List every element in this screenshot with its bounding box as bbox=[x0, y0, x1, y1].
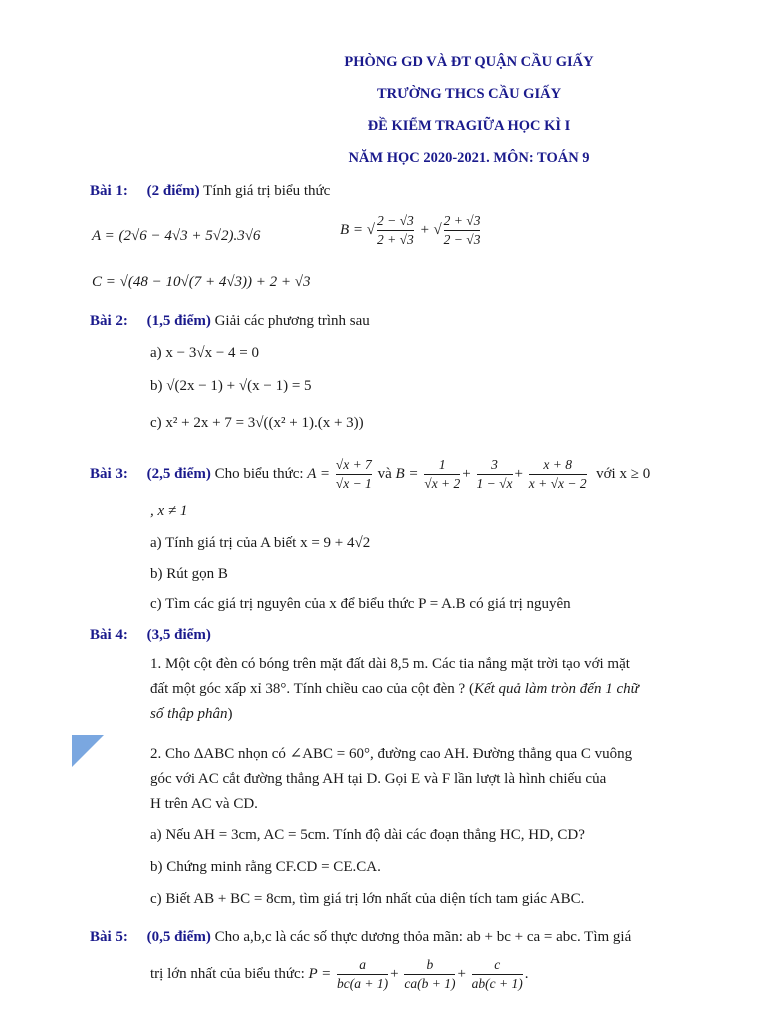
fraction-numerator: c bbox=[494, 957, 501, 972]
problem-4-label: Bài 4: bbox=[90, 627, 128, 643]
problem-5-label: Bài 5: bbox=[90, 929, 128, 945]
problem-5-points: (0,5 điểm) bbox=[146, 929, 211, 945]
expression-b-term-3 bbox=[529, 456, 587, 493]
problem-2-part-b: b) √(2x − 1) + √(x − 1) = 5 bbox=[150, 378, 312, 394]
fraction-numerator: 2 + √3 bbox=[443, 213, 481, 228]
fraction-numerator: x + 8 bbox=[543, 457, 572, 472]
part-1-paren: ) bbox=[227, 706, 233, 722]
expression-p-term-3 bbox=[472, 956, 523, 993]
exam-header bbox=[0, 50, 768, 178]
expression-p-term-2 bbox=[404, 956, 455, 993]
problem-4-part-2-line-1: 2. Cho ΔABC nhọn có ∠ABC = 60°, đường cao AH. Đường thẳng qua C vuông bbox=[150, 746, 633, 762]
expression-b-fraction-2 bbox=[444, 212, 481, 249]
problem-3-intro: Cho biểu thức: bbox=[214, 465, 304, 482]
expression-end: . bbox=[524, 965, 529, 982]
problem-4-part-c: c) Biết AB + BC = 8cm, tìm giá trị lớn nhất của diện tích tam giác ABC. bbox=[150, 891, 585, 907]
problem-5-line-2: trị lớn nhất của biểu thức: P = $\frac{a}{bc(a + 1)}$ + $\frac{b}{ca(b + 1)}$ + $\frac{c}{ab(c + 1)}$ . bbox=[150, 957, 529, 991]
part-1-note-end: số thập phân bbox=[150, 706, 228, 722]
expression-b: B = √ $\frac{2 - √3}{2 + √3}$ + √ $\frac{2 + √3}{2 - √3}$ bbox=[340, 213, 481, 247]
problem-1-heading bbox=[90, 183, 330, 200]
fraction-numerator: 2 − √3 bbox=[377, 213, 414, 228]
expression-p-term-1 bbox=[337, 956, 388, 993]
problem-1-points: (2 điểm) bbox=[146, 183, 200, 199]
fraction-numerator: a bbox=[359, 957, 366, 972]
fraction-numerator: b bbox=[426, 957, 434, 972]
problem-5-question: trị lớn nhất của biểu thức: bbox=[150, 965, 305, 982]
problem-3-part-a: a) Tính giá trị của A biết x = 9 + 4√2 bbox=[150, 535, 371, 551]
problem-4-part-1-line-3 bbox=[150, 706, 233, 723]
problem-3-label: Bài 3: bbox=[90, 465, 128, 482]
fraction-denominator: x + √x − 2 bbox=[528, 476, 587, 491]
fraction-denominator: 2 + √3 bbox=[377, 232, 414, 247]
problem-2-heading bbox=[90, 313, 370, 330]
expression-b-plus: + bbox=[419, 221, 434, 238]
problem-5-intro: Cho a,b,c là các số thực dương thỏa mãn: ab + bc + ca = abc. Tìm giá bbox=[214, 929, 632, 945]
header-line-1: PHÒNG GD VÀ ĐT QUẬN CẦU GIẤY bbox=[344, 54, 594, 70]
problem-2-intro: Giải các phương trình sau bbox=[214, 313, 370, 329]
problem-2-label: Bài 2: bbox=[90, 313, 128, 329]
problem-2-part-a: a) x − 3√x − 4 = 0 bbox=[150, 345, 260, 361]
fraction-denominator: ab(c + 1) bbox=[471, 976, 523, 991]
problem-4-heading bbox=[90, 627, 211, 644]
expression-a-lhs: A = bbox=[307, 465, 331, 482]
expression-b-lhs: B = bbox=[340, 221, 367, 238]
fraction-denominator: ca(b + 1) bbox=[404, 976, 456, 991]
problem-5-heading bbox=[90, 929, 631, 946]
part-1-note: Kết quả làm tròn đến 1 chữ bbox=[473, 681, 639, 697]
page-corner-decoration bbox=[72, 735, 104, 767]
fraction-denominator: bc(a + 1) bbox=[337, 976, 389, 991]
problem-2-points: (1,5 điểm) bbox=[146, 313, 211, 329]
fraction-denominator: √x − 1 bbox=[335, 476, 372, 491]
fraction-numerator: 1 bbox=[438, 457, 446, 472]
header-line-4: NĂM HỌC 2020-2021. MÔN: TOÁN 9 bbox=[348, 150, 590, 166]
expression-c: C = √(48 − 10√(7 + 4√3)) + 2 + √3 bbox=[92, 274, 311, 290]
problem-4-part-1-line-2 bbox=[150, 681, 639, 698]
expression-b-lhs: B = bbox=[395, 465, 419, 482]
fraction-numerator: 3 bbox=[491, 457, 498, 472]
header-line-2: TRƯỜNG THCS CẦU GIẤY bbox=[376, 86, 562, 102]
condition-text: với x ≥ 0 bbox=[596, 465, 651, 482]
expression-b-term-1 bbox=[424, 456, 460, 493]
problem-4-part-a: a) Nếu AH = 3cm, AC = 5cm. Tính độ dài các đoạn thẳng HC, HD, CD? bbox=[150, 827, 585, 843]
problem-3-heading: Bài 3: (2,5 điểm) Cho biểu thức: A = $\frac{√x + 7}{√x - 1}$ và B = $\frac{1}{√x + 2}$ + $\frac{3}{1 - √x}$ + $\frac{x + 8}{x + √x - 2}$ với x ≥ 0 bbox=[90, 457, 651, 491]
expression-b-term-2 bbox=[477, 456, 513, 493]
expression-a: A = (2√6 − 4√3 + 5√2).3√6 bbox=[92, 228, 261, 244]
part-1-text: đất một góc xấp xỉ 38°. Tính chiều cao của cột đèn ? ( bbox=[150, 681, 474, 697]
problem-4-part-2-line-2: góc với AC cắt đường thẳng AH tại D. Gọi E và F lần lượt là hình chiếu của bbox=[150, 771, 607, 787]
problem-1-label: Bài 1: bbox=[90, 183, 128, 199]
problem-4-part-1-line-1: 1. Một cột đèn có bóng trên mặt đất dài 8,5 m. Các tia nắng mặt trời tạo với mặt bbox=[150, 656, 630, 672]
fraction-numerator: √x + 7 bbox=[335, 457, 372, 472]
problem-2-part-c: c) x² + 2x + 7 = 3√((x² + 1).(x + 3)) bbox=[150, 415, 364, 431]
expression-p-lhs: P = bbox=[308, 965, 332, 982]
problem-3-part-b: b) Rút gọn B bbox=[150, 566, 228, 582]
fraction-denominator: √x + 2 bbox=[424, 476, 461, 491]
problem-3-points: (2,5 điểm) bbox=[146, 465, 211, 482]
problem-3-part-c: c) Tìm các giá trị nguyên của x để biểu thức P = A.B có giá trị nguyên bbox=[150, 596, 571, 612]
expression-a-fraction bbox=[336, 456, 372, 493]
fraction-denominator: 1 − √x bbox=[476, 476, 513, 491]
problem-4-part-b: b) Chứng minh rằng CF.CD = CE.CA. bbox=[150, 859, 381, 875]
problem-4-points: (3,5 điểm) bbox=[146, 627, 211, 643]
fraction-denominator: 2 − √3 bbox=[443, 232, 481, 247]
conjunction-and: và bbox=[377, 465, 392, 482]
expression-b-fraction-1 bbox=[377, 212, 414, 249]
problem-1-intro: Tính giá trị biểu thức bbox=[203, 183, 331, 199]
header-line-3: ĐỀ KIỂM TRAGIỮA HỌC KÌ I bbox=[367, 118, 571, 134]
problem-4-part-2-line-3: H trên AC và CD. bbox=[150, 796, 258, 812]
condition-continued: , x ≠ 1 bbox=[150, 503, 188, 519]
